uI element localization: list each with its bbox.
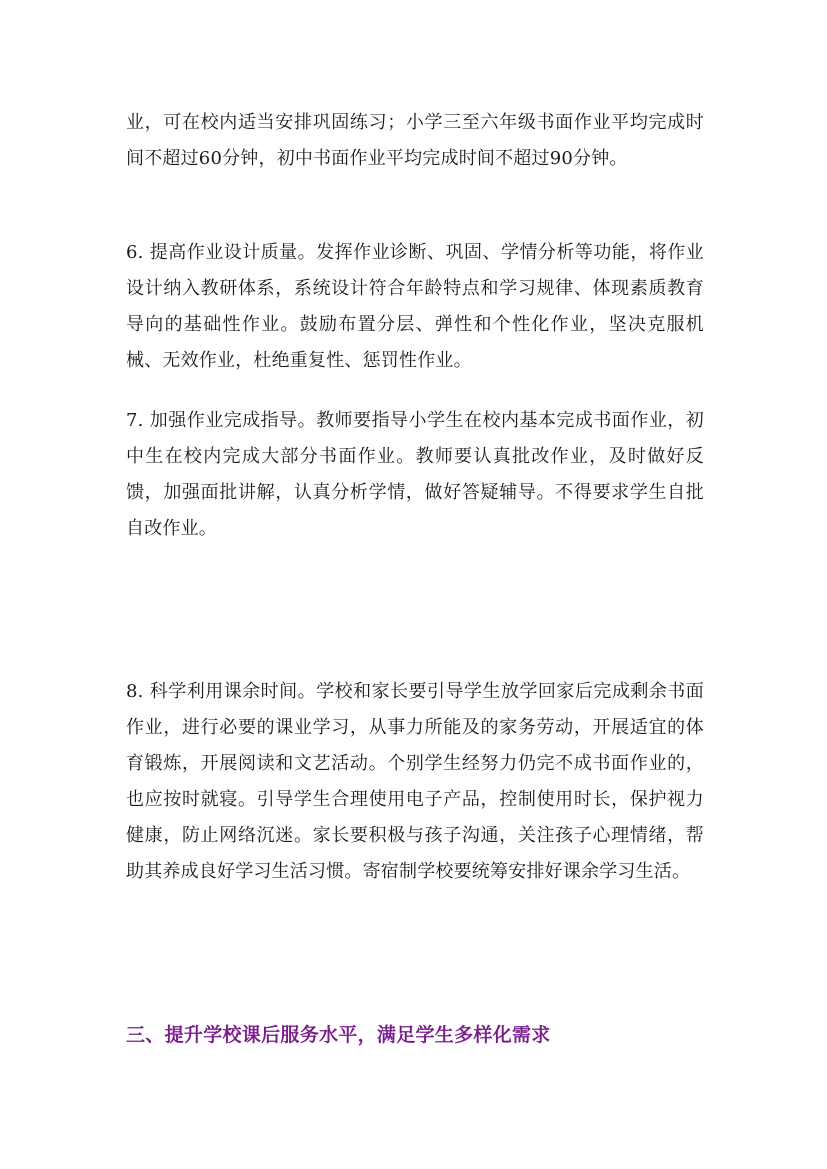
paragraph-homework-time-limits: 业，可在校内适当安排巩固练习；小学三至六年级书面作业平均完成时间不超过60分钟，初中书面作业平均完成时间不超过90分钟。	[126, 112, 704, 169]
paragraph-item-6-design-quality: 6. 提高作业设计质量。发挥作业诊断、巩固、学情分析等功能，将作业设计纳入教研体系，系统设计符合年龄特点和学习规律、体现素质教育导向的基础性作业。鼓励布置分层、弹性和个性化作业，坚决克服机械、无效作业，杜绝重复性、惩罚性作业。	[126, 242, 704, 371]
paragraph-item-8-after-school-time: 8. 科学利用课余时间。学校和家长要引导学生放学回家后完成剩余书面作业，进行必要的课业学习，从事力所能及的家务劳动，开展适宜的体育锻炼，开展阅读和文艺活动。个别学生经努力仍完不成书面作业的，也应按时就寝。引导学生合理使用电子产品，控制使用时长，保护视力健康，防止网络沉迷。家长要积极与孩子沟通，关注孩子心理情绪，帮助其养成良好学习生活习惯。寄宿制学校要统筹安排好课余学习生活。	[126, 681, 704, 882]
section-heading-three: 三、提升学校课后服务水平，满足学生多样化需求	[126, 1024, 551, 1046]
paragraph-item-7-completion-guidance: 7. 加强作业完成指导。教师要指导小学生在校内基本完成书面作业，初中生在校内完成大部分书面作业。教师要认真批改作业，及时做好反馈，加强面批讲解，认真分析学情，做好答疑辅导。不得要求学生自批自改作业。	[126, 410, 704, 539]
